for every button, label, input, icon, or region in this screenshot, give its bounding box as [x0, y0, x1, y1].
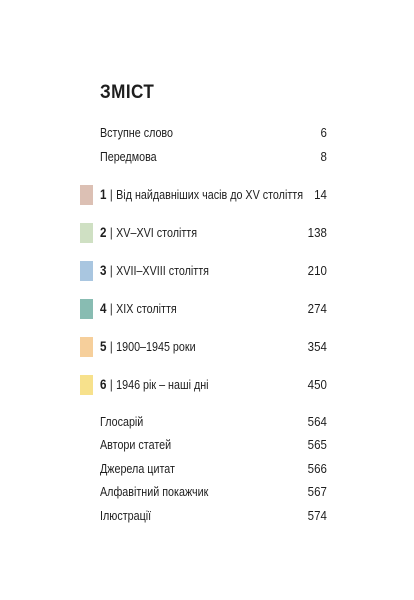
toc-entry-page: 8 — [320, 150, 327, 164]
chapter-number: 3 — [100, 263, 107, 278]
chapter-number: 4 — [100, 301, 107, 316]
toc-chapter-4[interactable] — [100, 299, 327, 319]
toc-entry-label: Алфавітний покажчик — [100, 485, 209, 499]
toc-entry-label: Передмова — [100, 150, 157, 164]
chapter-separator: | — [109, 188, 113, 202]
toc-entry-page: 274 — [307, 302, 327, 316]
toc-chapter-text — [100, 375, 209, 395]
toc-chapter-3[interactable] — [100, 261, 327, 281]
chapter-title: 1900–1945 роки — [116, 340, 196, 354]
toc-entry-glossary[interactable] — [100, 412, 327, 432]
toc-entry-page: 564 — [307, 415, 327, 429]
toc-entry-index[interactable] — [100, 482, 327, 502]
chapter-title: XVII–XVIII століття — [116, 264, 209, 278]
chapter-separator: | — [109, 302, 113, 316]
toc-chapter-1[interactable] — [100, 185, 327, 205]
chapter-color-swatch — [80, 261, 93, 281]
toc-entry-preface[interactable] — [100, 147, 327, 167]
toc-chapter-text — [100, 299, 177, 319]
chapter-color-swatch — [80, 185, 93, 205]
toc-entry-label: Ілюстрації — [100, 509, 152, 523]
toc-entry-page: 450 — [307, 378, 327, 392]
toc-entry-page: 6 — [320, 126, 327, 140]
chapter-title: XIX століття — [116, 302, 177, 316]
toc-entry-quote-sources[interactable] — [100, 459, 327, 479]
chapter-separator: | — [109, 264, 113, 278]
toc-chapter-2[interactable] — [100, 223, 327, 243]
toc-chapter-text — [100, 337, 196, 357]
chapter-separator: | — [109, 378, 113, 392]
chapter-color-swatch — [80, 223, 93, 243]
toc-entry-label: Джерела цитат — [100, 462, 175, 476]
chapter-color-swatch — [80, 299, 93, 319]
toc-entry-label: Глосарій — [100, 415, 144, 429]
chapter-separator: | — [109, 340, 113, 354]
toc-chapter-text — [100, 261, 209, 281]
toc-chapter-text — [100, 223, 197, 243]
toc-chapter-6[interactable] — [100, 375, 327, 395]
toc-entry-page: 138 — [307, 226, 327, 240]
chapter-title: XV–XVI століття — [116, 226, 198, 240]
chapter-title: Від найдавніших часів до XV століття — [116, 188, 304, 202]
chapter-title: 1946 рік – наші дні — [116, 378, 209, 392]
toc-entry-page: 565 — [307, 438, 327, 452]
toc-entry-label: Вступне слово — [100, 126, 174, 140]
chapter-number: 5 — [100, 339, 107, 354]
chapter-number: 6 — [100, 377, 107, 392]
toc-entry-page: 14 — [314, 188, 327, 202]
chapter-separator: | — [109, 226, 113, 240]
toc-chapter-text — [100, 185, 303, 205]
chapter-number: 2 — [100, 225, 107, 240]
toc-entry-page: 566 — [307, 462, 327, 476]
toc-entry-authors[interactable] — [100, 435, 327, 455]
chapter-number: 1 — [100, 187, 107, 202]
toc-entry-label: Автори статей — [100, 438, 172, 452]
chapter-color-swatch — [80, 375, 93, 395]
toc-entry-intro[interactable] — [100, 123, 327, 143]
page-title: ЗМІСТ — [100, 82, 155, 103]
toc-entry-page: 567 — [307, 485, 327, 499]
toc-chapter-5[interactable] — [100, 337, 327, 357]
toc-entry-page: 354 — [307, 340, 327, 354]
toc-entry-page: 210 — [307, 264, 327, 278]
chapter-color-swatch — [80, 337, 93, 357]
toc-entry-illustrations[interactable] — [100, 506, 327, 526]
toc-entry-page: 574 — [307, 509, 327, 523]
